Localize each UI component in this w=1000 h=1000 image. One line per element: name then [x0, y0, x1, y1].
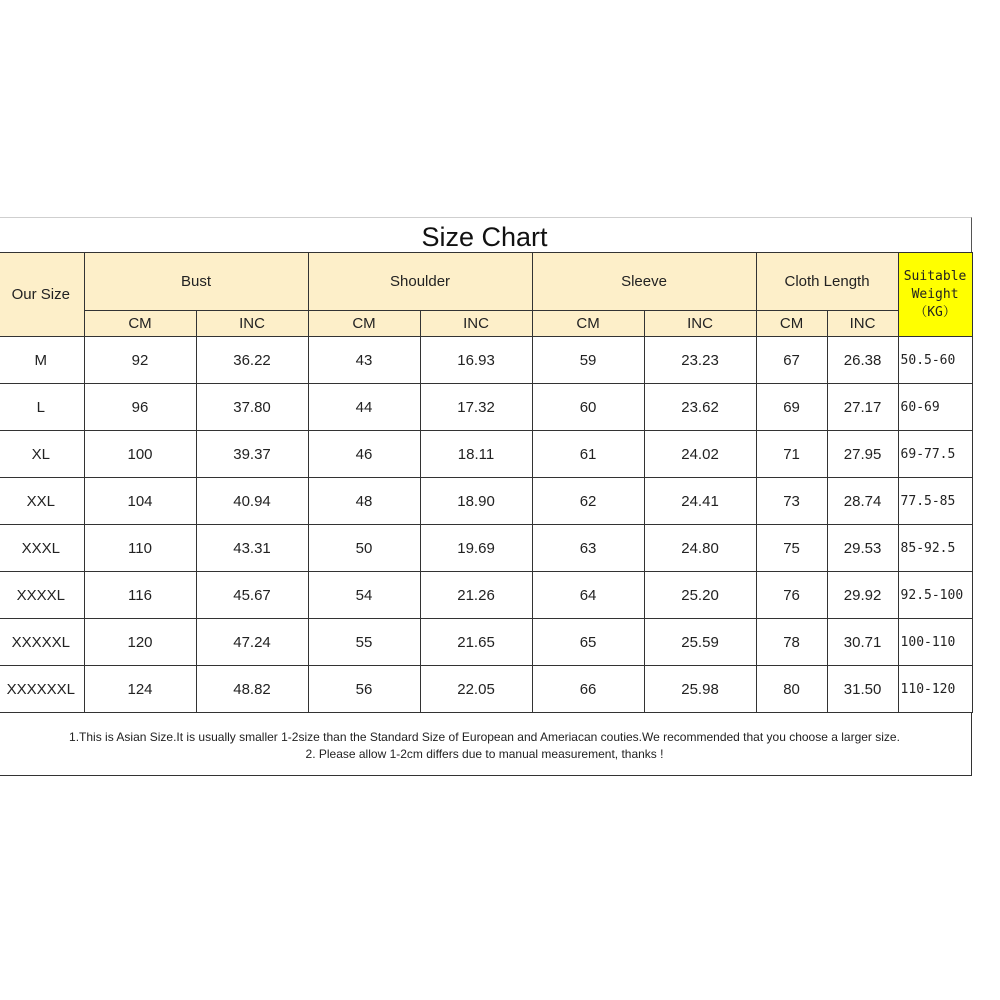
cell-length-cm: 71	[756, 431, 827, 478]
cell-bust-inc: 47.24	[196, 619, 308, 666]
cell-shoulder-inc: 21.65	[420, 619, 532, 666]
cell-shoulder-inc: 16.93	[420, 337, 532, 384]
cell-bust-inc: 43.31	[196, 525, 308, 572]
cell-sleeve-cm: 63	[532, 525, 644, 572]
cell-shoulder-cm: 50	[308, 525, 420, 572]
cell-length-inc: 27.95	[827, 431, 898, 478]
cell-shoulder-inc: 18.90	[420, 478, 532, 525]
header-cloth-length: Cloth Length	[756, 253, 898, 311]
cell-length-inc: 28.74	[827, 478, 898, 525]
cell-size: L	[0, 384, 84, 431]
weight-line-3: （KG）	[914, 304, 956, 320]
cell-sleeve-inc: 23.23	[644, 337, 756, 384]
cell-size: M	[0, 337, 84, 384]
cell-sleeve-inc: 25.59	[644, 619, 756, 666]
unit-shoulder-cm: CM	[308, 311, 420, 337]
cell-bust-cm: 120	[84, 619, 196, 666]
cell-length-inc: 31.50	[827, 666, 898, 713]
cell-size: XXL	[0, 478, 84, 525]
chart-title: Size Chart	[0, 217, 972, 252]
cell-sleeve-cm: 61	[532, 431, 644, 478]
cell-shoulder-inc: 21.26	[420, 572, 532, 619]
cell-sleeve-inc: 25.98	[644, 666, 756, 713]
cell-length-inc: 29.92	[827, 572, 898, 619]
table-row	[0, 572, 972, 619]
cell-length-inc: 29.53	[827, 525, 898, 572]
cell-length-cm: 78	[756, 619, 827, 666]
cell-length-cm: 67	[756, 337, 827, 384]
cell-size: XXXXXL	[0, 619, 84, 666]
cell-shoulder-inc: 19.69	[420, 525, 532, 572]
cell-shoulder-cm: 48	[308, 478, 420, 525]
unit-bust-cm: CM	[84, 311, 196, 337]
cell-bust-cm: 96	[84, 384, 196, 431]
weight-line-2: Weight	[911, 286, 959, 302]
cell-sleeve-cm: 66	[532, 666, 644, 713]
cell-length-cm: 76	[756, 572, 827, 619]
header-our-size: Our Size	[0, 253, 84, 337]
table-row	[0, 525, 972, 572]
cell-bust-cm: 100	[84, 431, 196, 478]
cell-shoulder-cm: 54	[308, 572, 420, 619]
cell-sleeve-cm: 64	[532, 572, 644, 619]
cell-bust-cm: 104	[84, 478, 196, 525]
cell-length-cm: 73	[756, 478, 827, 525]
cell-bust-cm: 124	[84, 666, 196, 713]
cell-weight: 50.5-60	[898, 337, 972, 384]
cell-size: XXXL	[0, 525, 84, 572]
cell-sleeve-cm: 59	[532, 337, 644, 384]
unit-length-cm: CM	[756, 311, 827, 337]
cell-sleeve-inc: 25.20	[644, 572, 756, 619]
note-1: 1.This is Asian Size.It is usually smaller 1-2size than the Standard Size of European and Ameriacan couties.We recommended that you choose a larger size.	[69, 730, 900, 744]
header-sleeve: Sleeve	[532, 253, 756, 311]
notes	[0, 713, 972, 776]
cell-bust-inc: 45.67	[196, 572, 308, 619]
cell-length-inc: 27.17	[827, 384, 898, 431]
unit-sleeve-cm: CM	[532, 311, 644, 337]
unit-shoulder-inc: INC	[420, 311, 532, 337]
cell-bust-cm: 92	[84, 337, 196, 384]
cell-bust-inc: 39.37	[196, 431, 308, 478]
cell-shoulder-cm: 44	[308, 384, 420, 431]
cell-weight: 60-69	[898, 384, 972, 431]
cell-shoulder-inc: 18.11	[420, 431, 532, 478]
cell-weight: 92.5-100	[898, 572, 972, 619]
cell-sleeve-inc: 24.02	[644, 431, 756, 478]
header-suitable-weight	[898, 253, 972, 337]
cell-length-cm: 69	[756, 384, 827, 431]
unit-length-inc: INC	[827, 311, 898, 337]
unit-sleeve-inc: INC	[644, 311, 756, 337]
header-shoulder: Shoulder	[308, 253, 532, 311]
table-row	[0, 478, 972, 525]
cell-sleeve-inc: 24.80	[644, 525, 756, 572]
table-row	[0, 619, 972, 666]
weight-line-1: Suitable	[903, 268, 967, 284]
cell-sleeve-cm: 62	[532, 478, 644, 525]
cell-bust-inc: 36.22	[196, 337, 308, 384]
cell-bust-inc: 40.94	[196, 478, 308, 525]
cell-shoulder-cm: 56	[308, 666, 420, 713]
table-row	[0, 384, 972, 431]
cell-weight: 110-120	[898, 666, 972, 713]
cell-bust-cm: 110	[84, 525, 196, 572]
cell-weight: 69-77.5	[898, 431, 972, 478]
cell-shoulder-cm: 43	[308, 337, 420, 384]
cell-weight: 85-92.5	[898, 525, 972, 572]
header-bust: Bust	[84, 253, 308, 311]
cell-shoulder-cm: 46	[308, 431, 420, 478]
cell-bust-inc: 48.82	[196, 666, 308, 713]
note-2: 2. Please allow 1-2cm differs due to manual measurement, thanks !	[305, 747, 664, 761]
cell-length-cm: 75	[756, 525, 827, 572]
cell-size: XXXXL	[0, 572, 84, 619]
cell-bust-cm: 116	[84, 572, 196, 619]
cell-sleeve-cm: 60	[532, 384, 644, 431]
cell-length-inc: 26.38	[827, 337, 898, 384]
cell-length-inc: 30.71	[827, 619, 898, 666]
table-row	[0, 666, 972, 713]
table-row	[0, 337, 972, 384]
cell-sleeve-inc: 24.41	[644, 478, 756, 525]
cell-shoulder-inc: 22.05	[420, 666, 532, 713]
cell-sleeve-cm: 65	[532, 619, 644, 666]
cell-size: XXXXXXL	[0, 666, 84, 713]
cell-size: XL	[0, 431, 84, 478]
cell-weight: 77.5-85	[898, 478, 972, 525]
table-body	[0, 337, 972, 713]
cell-length-cm: 80	[756, 666, 827, 713]
cell-weight: 100-110	[898, 619, 972, 666]
size-table	[0, 252, 973, 713]
cell-bust-inc: 37.80	[196, 384, 308, 431]
cell-sleeve-inc: 23.62	[644, 384, 756, 431]
cell-shoulder-inc: 17.32	[420, 384, 532, 431]
cell-shoulder-cm: 55	[308, 619, 420, 666]
unit-bust-inc: INC	[196, 311, 308, 337]
size-chart	[0, 217, 972, 776]
table-row	[0, 431, 972, 478]
